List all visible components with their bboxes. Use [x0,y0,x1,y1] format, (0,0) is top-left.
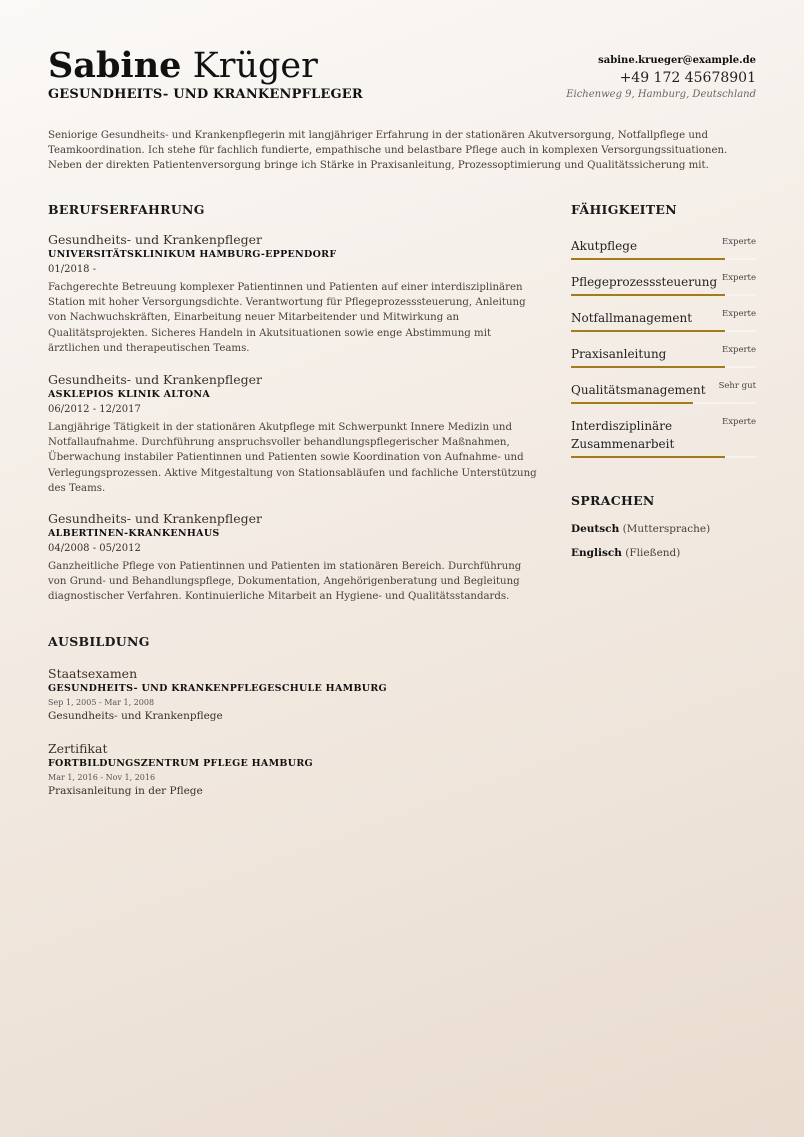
experience-role: Gesundheits- und Krankenpfleger [48,232,263,247]
experience-date: 06/2012 - 12/2017 [48,404,141,415]
experience-description: Fachgerechte Betreuung komplexer Patientinnen und Patienten auf einer interdisziplinären Station mit hoher Versorgungsdichte. Verantwortung für Pflegeprozesssteuerung, Anleitung von Nachwuchskräften, Einarbeitung neuer Mitarbeitender und Mitwirkung an Qualitätsprojekten. Sicheres Handeln in Akutsituationen sowie enge Abstimmung mit ärztlichen und therapeutischen Teams. [48,282,526,354]
experience-employer: ASKLEPIOS KLINIK ALTONA [48,389,211,400]
skill-level: Experte [722,417,756,427]
education-degree: Staatsexamen [48,666,138,681]
language-level: (Muttersprache) [622,523,711,535]
education-school: GESUNDHEITS- UND KRANKENPFLEGESCHULE HAMBURG [48,683,387,694]
contact-phone[interactable]: +49 172 45678901 [619,70,756,86]
skill-bar-fill [571,294,725,296]
skill-bar [571,402,756,404]
experience-description: Langjährige Tätigkeit in der stationären Akutpflege mit Schwerpunkt Innere Medizin und Notfallaufnahme. Durchführung anspruchsvoller behandlungspflegerischer Maßnahmen, Überwachung instabiler Patientinnen und Patienten sowie Koordination von Aufnahme- und Verlegungsprozessen. Aktive Mitgestaltung von Stationsabläufen und fachliche Unterstützung des Teams. [48,422,537,494]
skill-name: Akutpflege [571,239,638,253]
skill-name: Interdisziplinäre Zusammenarbeit [571,419,675,451]
contact-block [566,54,756,102]
language-item [571,522,710,536]
skill-bar-fill [571,402,693,404]
education-date: Mar 1, 2016 - Nov 1, 2016 [48,773,156,782]
language-level: (Fließend) [625,547,681,559]
education-subject: Gesundheits- und Krankenpflege [48,710,223,722]
skills-section-title: FÄHIGKEITEN [571,202,677,217]
skill-level: Experte [722,237,756,247]
skill-bar-fill [571,258,725,260]
experience-entry [48,232,538,356]
skill-bar-fill [571,456,725,458]
language-name: Deutsch [571,523,620,535]
skill-bar [571,366,756,368]
education-degree: Zertifikat [48,741,108,756]
profile-summary: Seniorige Gesundheits- und Krankenpflegerin mit langjähriger Erfahrung in der stationären Akutversorgung, Notfallpflege und Teamkoordination. Ich stehe für fachlich fundierte, empathische und belastbare Pflege auch in komplexen Versorgungssituationen. Neben der direkten Patientenversorgung bringe ich Stärke in Praxisanleitung, Prozessoptimierung und Qualitätssicherung mit. [48,130,728,172]
skill-item [571,417,756,453]
education-entry [48,666,538,724]
experience-section-title: BERUFSERFAHRUNG [48,202,205,217]
skill-bar [571,258,756,260]
first-name: Sabine [48,45,182,86]
experience-date: 01/2018 - [48,264,97,275]
experience-role: Gesundheits- und Krankenpfleger [48,372,263,387]
language-name: Englisch [571,547,622,559]
skill-level: Sehr gut [718,381,756,391]
education-subject: Praxisanleitung in der Pflege [48,785,203,797]
experience-employer: UNIVERSITÄTSKLINIKUM HAMBURG-EPPENDORF [48,249,337,260]
skill-bar-fill [571,366,725,368]
skill-bar [571,330,756,332]
language-item [571,546,680,560]
last-name: Krüger [192,46,318,86]
experience-description: Ganzheitliche Pflege von Patientinnen und Patienten im stationären Bereich. Durchführung von Grund- und Behandlungspflege, Dokumentation, Angehörigenberatung und Begleitung diagnostischer Verfahren. Kontinuierliche Mitarbeit an Hygiene- und Qualitätsstandards. [48,561,522,603]
skill-level: Experte [722,309,756,319]
education-section-title: AUSBILDUNG [48,634,150,649]
contact-email[interactable]: sabine.krueger@example.de [598,55,756,66]
skill-level: Experte [722,345,756,355]
skill-name: Notfallmanagement [571,311,693,325]
skill-level: Experte [722,273,756,283]
skill-item [571,345,756,363]
experience-entry [48,511,538,605]
experience-date: 04/2008 - 05/2012 [48,543,141,554]
skill-name: Pflegeprozesssteuerung [571,275,718,289]
skill-item [571,309,756,327]
skill-item [571,237,756,255]
skill-bar-fill [571,330,725,332]
education-date: Sep 1, 2005 - Mar 1, 2008 [48,698,155,707]
experience-employer: ALBERTINEN-KRANKENHAUS [48,528,220,539]
job-title: GESUNDHEITS- UND KRANKENPFLEGER [48,87,363,102]
education-school: FORTBILDUNGSZENTRUM PFLEGE HAMBURG [48,758,313,769]
candidate-name [48,44,318,88]
contact-address: Eichenweg 9, Hamburg, Deutschland [566,89,756,100]
experience-entry [48,372,538,496]
languages-section-title: SPRACHEN [571,493,655,508]
skill-item [571,273,756,291]
skill-item [571,381,756,399]
skill-name: Praxisanleitung [571,347,667,361]
skill-bar [571,294,756,296]
experience-role: Gesundheits- und Krankenpfleger [48,511,263,526]
education-entry [48,741,538,799]
skill-bar [571,456,756,458]
skill-name: Qualitätsmanagement [571,383,706,397]
